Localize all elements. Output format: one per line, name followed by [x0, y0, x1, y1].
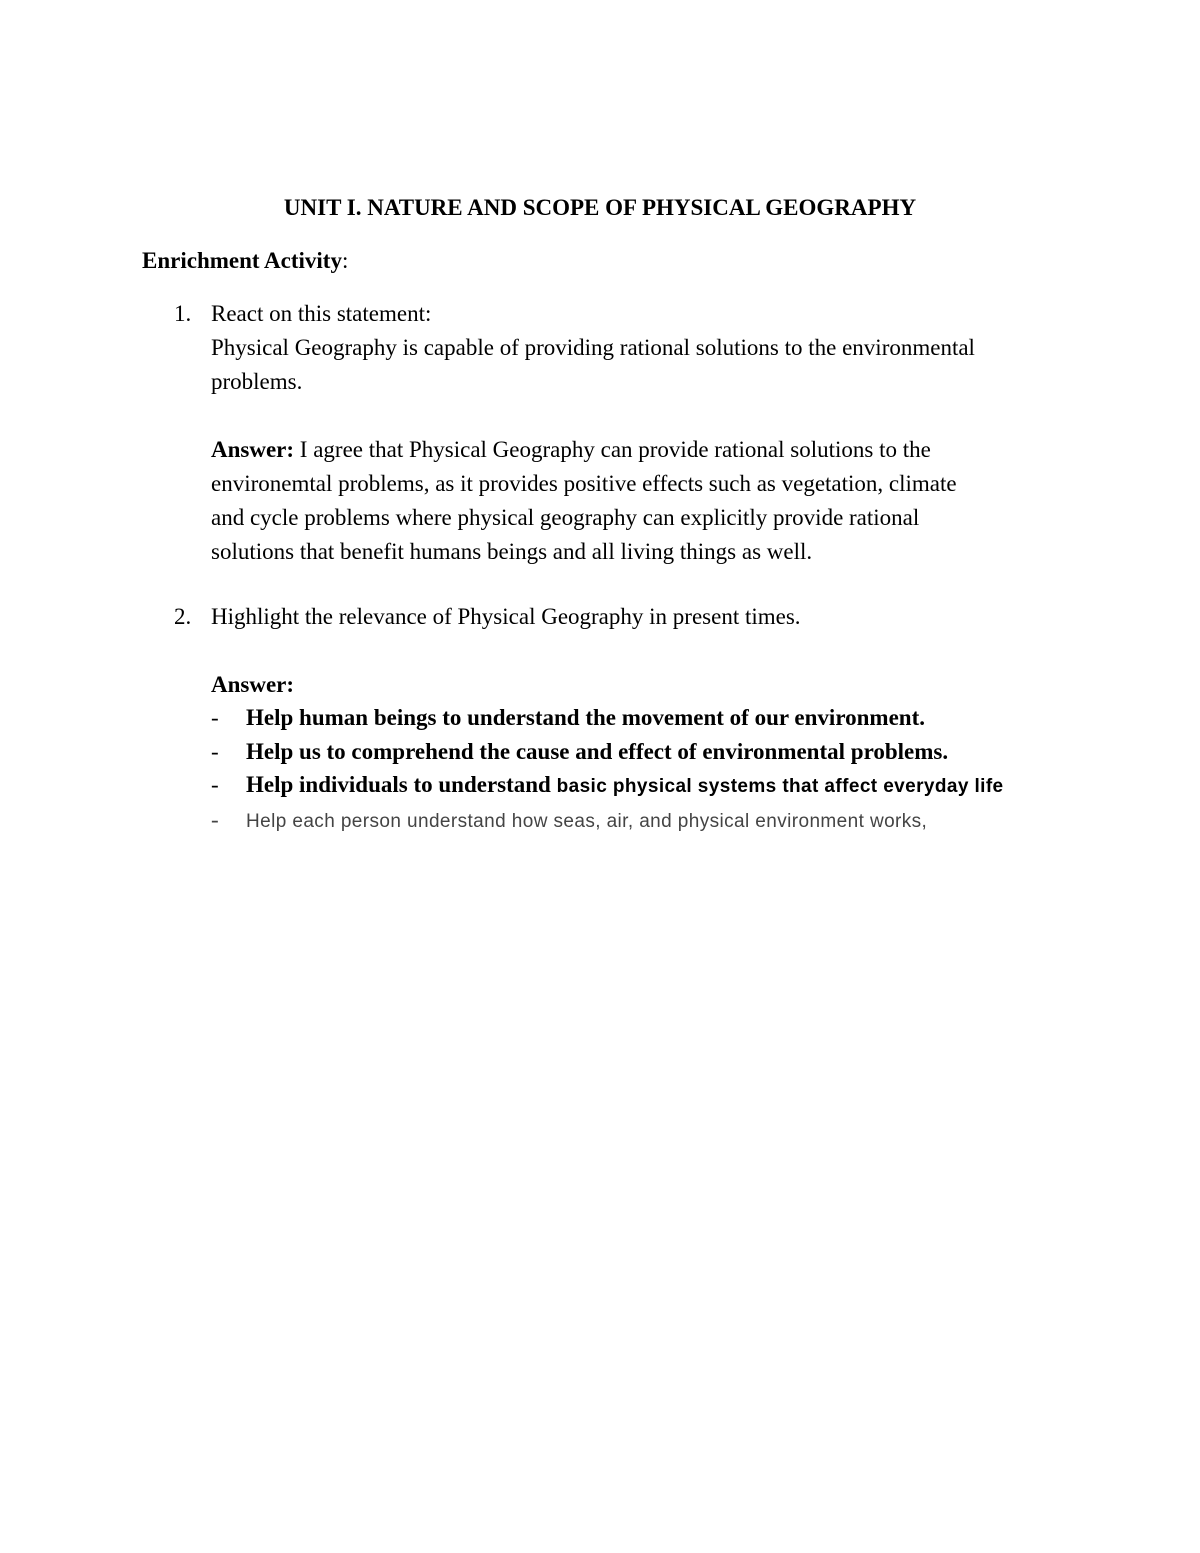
dash-bullet: - — [211, 807, 219, 832]
list-item — [211, 768, 1004, 804]
question-1-statement-line: problems. — [211, 369, 303, 394]
dash-bullet: - — [211, 739, 219, 764]
list-item-text-sans: basic physical systems that affect everyday life — [556, 776, 1004, 797]
section-heading — [142, 246, 348, 276]
question-1-statement-line: Physical Geography is capable of providing rational solutions to the environmental — [211, 335, 975, 360]
question-1-prompt: React on this statement: — [211, 301, 432, 326]
question-2-answer-label: Answer: — [211, 672, 295, 697]
spacer — [211, 399, 1091, 433]
answer-text: I agree that Physical Geography can provide rational solutions to the — [294, 437, 931, 462]
list-item — [211, 735, 948, 769]
question-1-answer-line: solutions that benefit humans beings and all living things as well. — [211, 539, 813, 564]
list-item-text: Help each person understand how seas, air, and physical environment works, — [246, 811, 928, 832]
answer-label: Answer: — [211, 437, 295, 462]
question-1-block — [211, 297, 1091, 569]
dash-bullet: - — [211, 772, 219, 797]
question-1-answer-line: and cycle problems where physical geography can explicitly provide rational — [211, 505, 920, 530]
question-2-number: 2. — [174, 604, 192, 629]
dash-bullet: - — [211, 705, 219, 730]
question-1-answer-line — [211, 433, 1091, 467]
question-2-prompt: Highlight the relevance of Physical Geography in present times. — [211, 604, 801, 629]
question-1-answer-line: environemtal problems, as it provides positive effects such as vegetation, climate — [211, 471, 957, 496]
list-item — [211, 701, 925, 735]
list-item-text: Help individuals to understand — [246, 772, 557, 797]
list-item — [211, 803, 927, 839]
section-heading-label: Enrichment Activity — [142, 248, 342, 273]
question-1-number: 1. — [174, 301, 192, 326]
section-heading-colon: : — [341, 248, 349, 273]
list-item-text: Help us to comprehend the cause and effect of environmental problems. — [246, 739, 949, 764]
list-item-text: Help human beings to understand the movement of our environment. — [246, 705, 925, 730]
page-title: UNIT I. NATURE AND SCOPE OF PHYSICAL GEOGRAPHY — [283, 195, 917, 220]
